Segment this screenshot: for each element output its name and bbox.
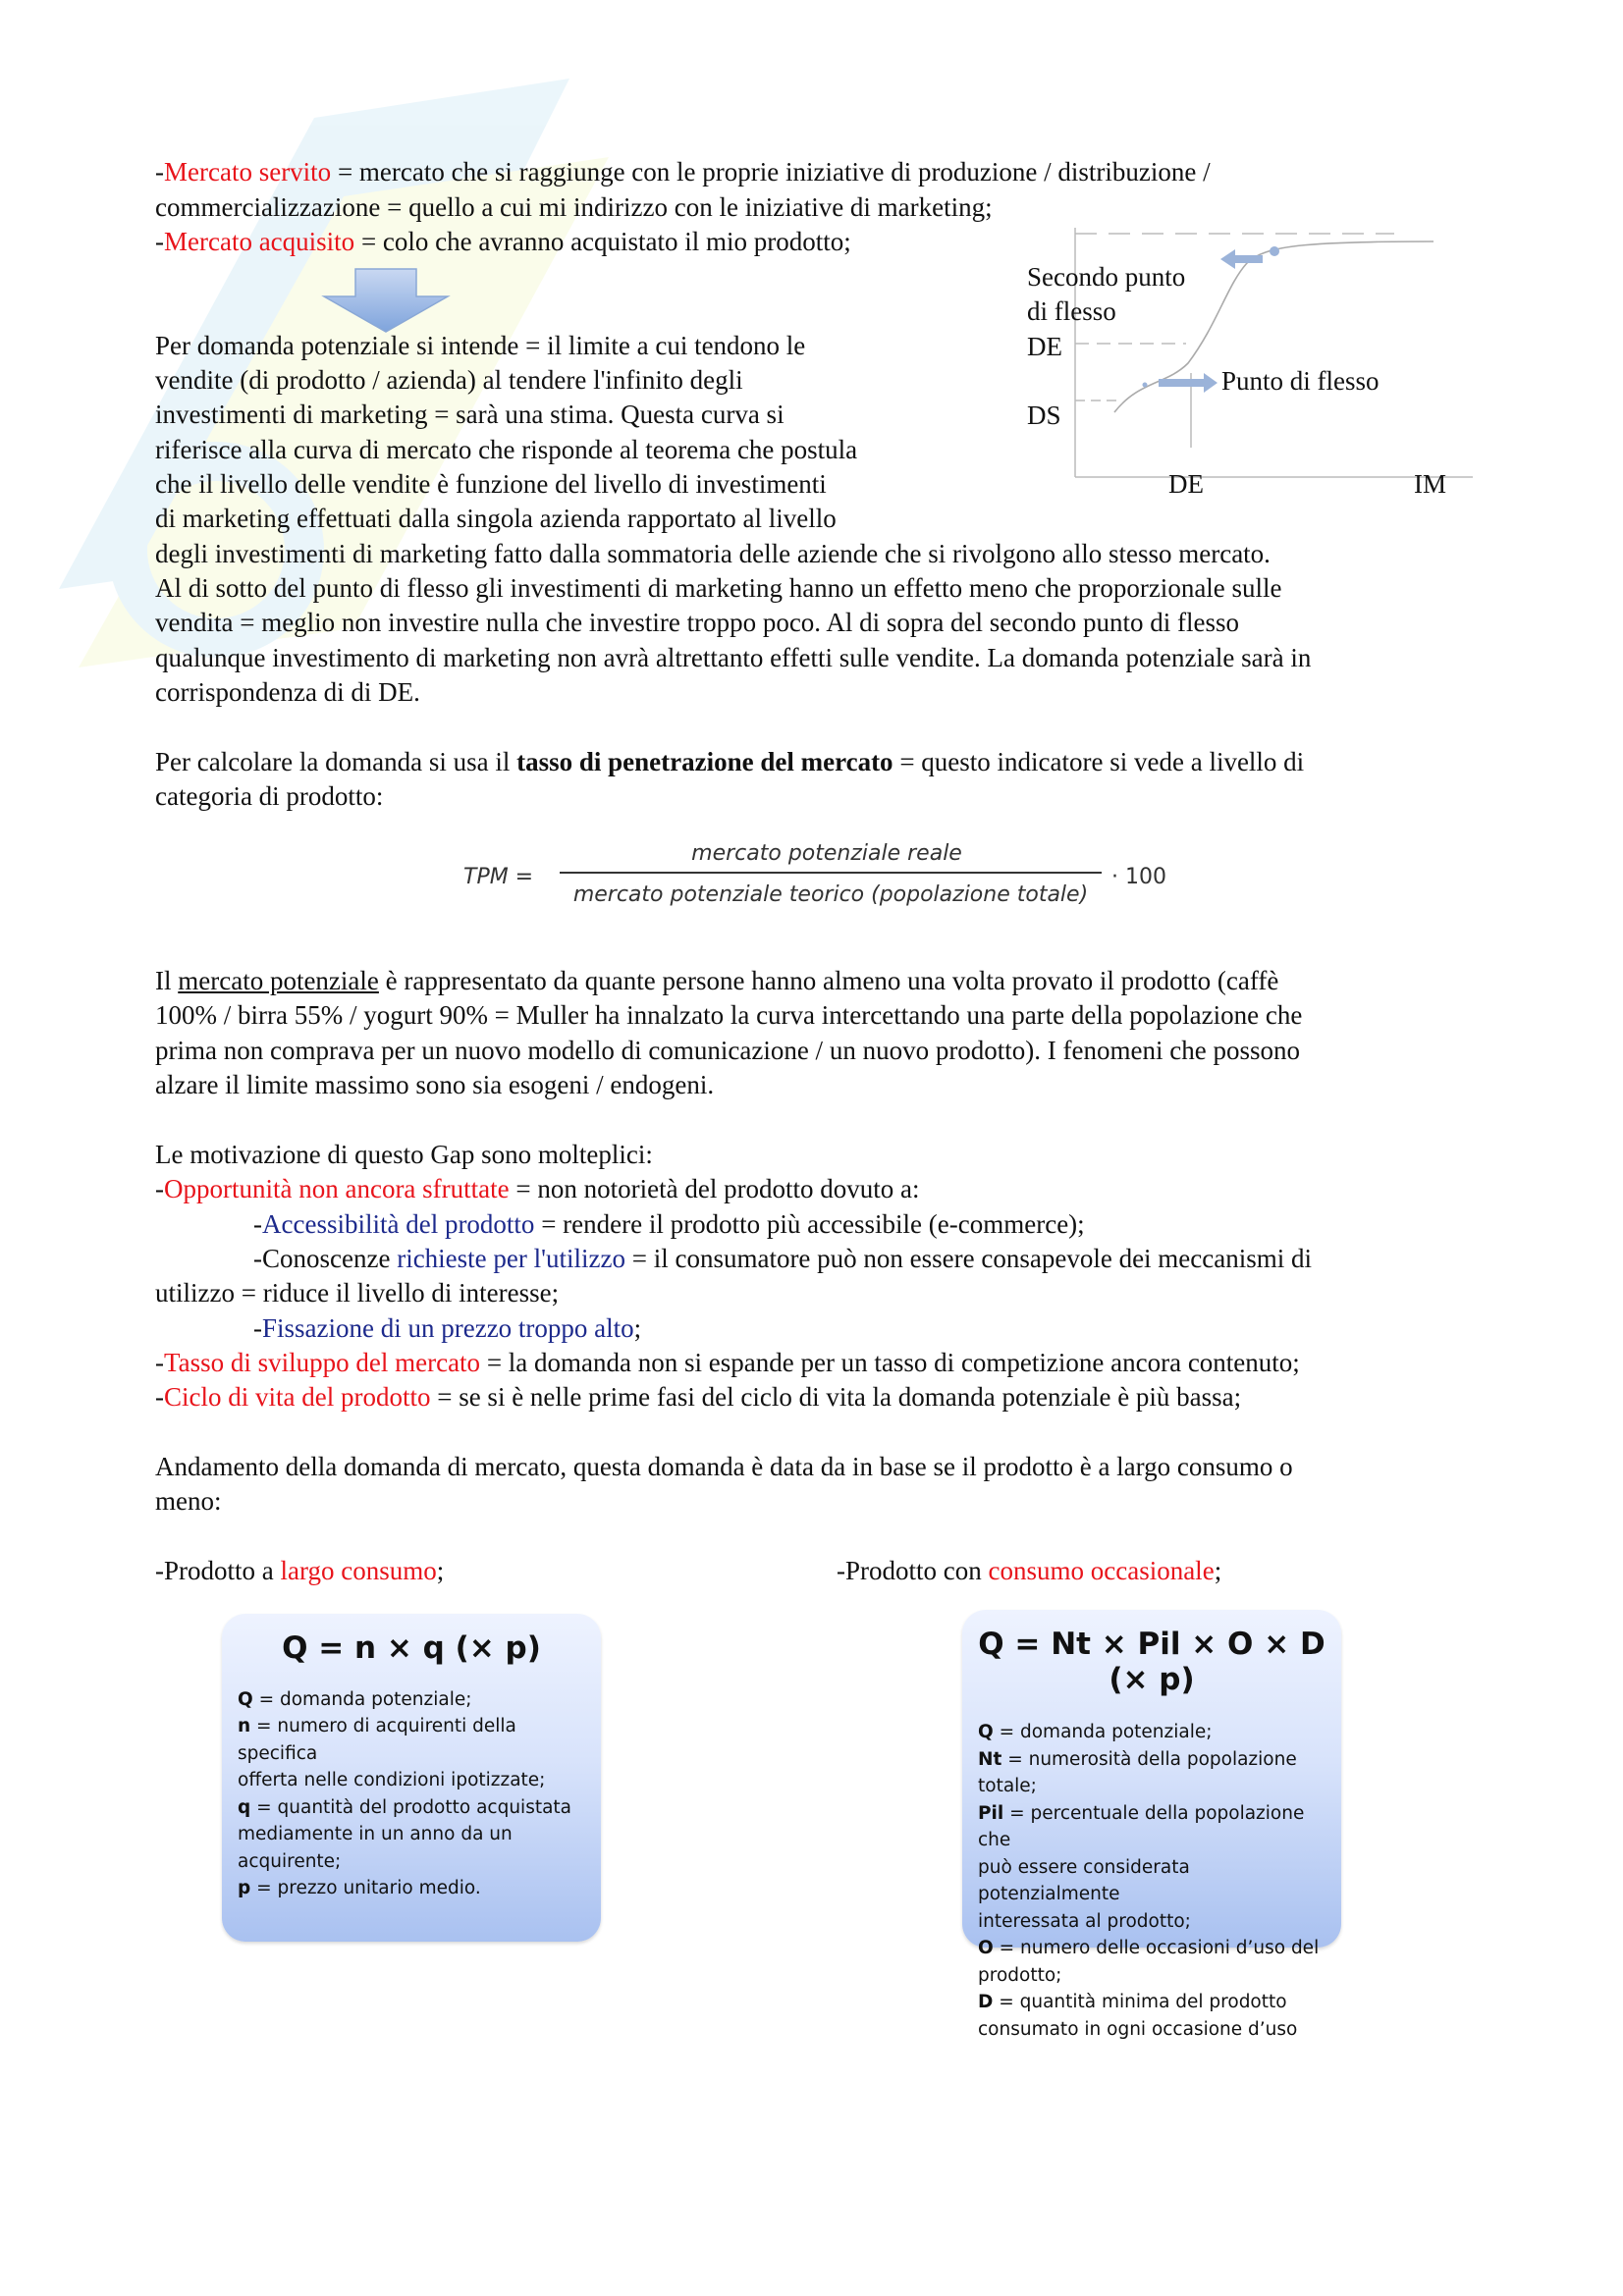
- line-fissazione: -Fissazione di un prezzo troppo alto;: [253, 1313, 642, 1343]
- text: Accessibilità del prodotto: [262, 1209, 535, 1239]
- definition-line: [978, 1989, 1327, 2016]
- text-line: vendite (di prodotto / azienda) al tendere l'infinito degli: [155, 365, 743, 395]
- text: D: [978, 1992, 994, 2012]
- text: p: [238, 1878, 251, 1898]
- text: TPM =: [463, 865, 534, 889]
- formula-denominator: mercato potenziale teorico (popolazione totale): [572, 882, 1089, 907]
- text: Tasso di sviluppo del mercato: [164, 1348, 481, 1377]
- text: Il: [155, 966, 179, 995]
- second-inflection-point: [1270, 246, 1279, 256]
- line-ciclo-vita: -Ciclo di vita del prodotto = se si è nelle prime fasi del ciclo di vita la domanda potenziale è più bassa;: [155, 1382, 1242, 1412]
- term-tasso-penetrazione: tasso di penetrazione del mercato: [516, 747, 893, 776]
- text: mediamente in un anno da un: [238, 1824, 513, 1844]
- box-formula: Q = n × q (× p): [282, 1630, 541, 1666]
- label-im-x: IM: [1414, 469, 1446, 499]
- text: = quantità del prodotto acquistata: [250, 1796, 572, 1818]
- fraction-bar: [560, 872, 1102, 874]
- text: = rendere il prodotto più accessibile (e-commerce);: [534, 1209, 1085, 1239]
- text: n: [238, 1716, 251, 1736]
- text: = questo indicatore si vede a livello di: [893, 747, 1305, 776]
- line-conoscenze: [253, 1242, 1312, 1277]
- label-di-flesso: di flesso: [1027, 296, 1116, 326]
- definition-line: [978, 1962, 1327, 1990]
- arrow-left-icon: [1220, 249, 1263, 269]
- definition-line: [238, 1713, 587, 1767]
- text: O: [978, 1938, 994, 1958]
- text: -Conoscenze: [253, 1244, 398, 1273]
- text: prodotto;: [978, 1964, 1062, 1986]
- text: = quantità minima del prodotto: [993, 1992, 1287, 2012]
- line-opportunita: -Opportunità non ancora sfruttate = non notorietà del prodotto dovuto a:: [155, 1174, 920, 1203]
- text-line: 100% / birra 55% / yogurt 90% = Muller ha innalzato la curva intercettando una parte della popolazione che: [155, 1000, 1303, 1030]
- text-line: Al di sotto del punto di flesso gli investimenti di marketing hanno un effetto meno che proporzionale sulle: [155, 573, 1282, 603]
- text: · 100: [1111, 865, 1166, 889]
- text-line: Andamento della domanda di mercato, questa domanda è data da in base se il prodotto è a largo consumo o: [155, 1452, 1293, 1481]
- text: richieste per l'utilizzo: [397, 1244, 625, 1273]
- heading-largo-consumo: [155, 1554, 444, 1589]
- text: Nt: [978, 1748, 1002, 1770]
- text: = numero di acquirenti della specifica: [238, 1716, 516, 1764]
- tpm-formula: [463, 836, 1190, 915]
- definition-line: [238, 1794, 587, 1822]
- line-tasso-penetrazione: [155, 745, 1304, 780]
- text: interessata al prodotto;: [978, 1910, 1191, 1932]
- text: q: [238, 1796, 251, 1818]
- text: = numerosità della popolazione totale;: [978, 1748, 1297, 1796]
- term-mercato-potenziale: mercato potenziale: [178, 966, 379, 995]
- text: consumo occasionale: [988, 1556, 1215, 1585]
- text: acquirente;: [238, 1850, 342, 1872]
- label-secondo-punto: Secondo punto: [1027, 262, 1186, 292]
- definition-line: [978, 1908, 1327, 1936]
- text-line: categoria di prodotto:: [155, 781, 384, 811]
- box-definitions: [222, 1686, 601, 1902]
- text-line: Per domanda potenziale si intende = il limite a cui tendono le: [155, 331, 806, 360]
- text-line: utilizzo = riduce il livello di interesse;: [155, 1278, 560, 1308]
- definition-line: [238, 1767, 587, 1794]
- formula-box-largo-consumo: [222, 1614, 601, 1942]
- label-de-x: DE: [1168, 469, 1204, 499]
- text: = domanda potenziale;: [252, 1688, 472, 1710]
- text: consumato in ogni occasione d’uso: [978, 2018, 1298, 2040]
- text: Fissazione di un prezzo troppo alto: [262, 1313, 634, 1343]
- inflection-point: [1143, 383, 1148, 388]
- text: largo consumo: [280, 1556, 437, 1585]
- label-punto-di-flesso: Punto di flesso: [1221, 366, 1380, 396]
- text: = non notorietà del prodotto dovuto a:: [509, 1174, 920, 1203]
- text-line: degli investimenti di marketing fatto dalla sommatoria delle aziende che si rivolgono allo stesso mercato.: [155, 539, 1271, 568]
- text-line: prima non comprava per un nuovo modello di comunicazione / un nuovo prodotto). I fenomeni che possono: [155, 1036, 1300, 1065]
- text: = se si è nelle prime fasi del ciclo di vita la domanda potenziale è più bassa;: [430, 1382, 1242, 1412]
- arrow-right-icon: [1159, 373, 1217, 393]
- text-line: corrispondenza di di DE.: [155, 677, 420, 707]
- definition-line: [238, 1848, 587, 1876]
- line-mercato-acquisito: -Mercato acquisito = colo che avranno acquistato il mio prodotto;: [155, 227, 851, 256]
- text: = la domanda non si espande per un tasso di competizione ancora contenuto;: [480, 1348, 1300, 1377]
- line-accessibilita: -Accessibilità del prodotto = rendere il prodotto più accessibile (e-commerce);: [253, 1209, 1085, 1239]
- text-line: Le motivazione di questo Gap sono molteplici:: [155, 1140, 653, 1169]
- definition-line: [978, 2016, 1327, 2044]
- line-mercato-potenziale: [155, 964, 1278, 999]
- text: Q: [978, 1722, 994, 1742]
- text-line: commercializzazione = quello a cui mi indirizzo con le iniziative di marketing;: [155, 192, 993, 222]
- text: Opportunità non ancora sfruttate: [164, 1174, 510, 1203]
- text: = mercato che si raggiunge con le proprie iniziative di produzione / distribuzione /: [331, 157, 1211, 187]
- definition-line: [238, 1875, 587, 1902]
- definition-line: [238, 1686, 587, 1714]
- text: Ciclo di vita del prodotto: [164, 1382, 431, 1412]
- text-line: investimenti di marketing = sarà una stima. Questa curva si: [155, 400, 784, 429]
- text: può essere considerata potenzialmente: [978, 1856, 1190, 1904]
- text: offerta nelle condizioni ipotizzate;: [238, 1770, 546, 1790]
- term-mercato-acquisito: Mercato acquisito: [164, 227, 355, 256]
- text: = numero delle occasioni d’uso del: [993, 1938, 1320, 1958]
- line-mercato-servito: -Mercato servito = mercato che si raggiunge con le proprie iniziative di produzione / distribuzione /: [155, 157, 1211, 187]
- definition-line: [978, 1746, 1327, 1800]
- text-line: qualunque investimento di marketing non avrà altrettanto effetti sulle vendite. La domanda potenziale sarà in: [155, 643, 1312, 672]
- line-tasso-sviluppo: -Tasso di sviluppo del mercato = la domanda non si espande per un tasso di competizione ancora contenuto;: [155, 1348, 1300, 1377]
- term-mercato-servito: Mercato servito: [164, 157, 332, 187]
- text: ;: [436, 1556, 445, 1585]
- formula-box-consumo-occasionale: [962, 1610, 1341, 2040]
- text: = domanda potenziale;: [993, 1722, 1213, 1742]
- text: = colo che avranno acquistato il mio prodotto;: [354, 227, 851, 256]
- box-definitions: [962, 1719, 1341, 2043]
- text: = il consumatore può non essere consapevole dei meccanismi di: [624, 1244, 1313, 1273]
- text: = prezzo unitario medio.: [250, 1878, 481, 1898]
- text: Q: [238, 1688, 253, 1710]
- text: Per calcolare la domanda si usa il: [155, 747, 517, 776]
- definition-line: [978, 1935, 1327, 1962]
- text: -Prodotto a: [155, 1556, 281, 1585]
- formula-numerator: mercato potenziale reale: [691, 841, 962, 866]
- down-arrow-icon: [320, 267, 452, 334]
- definition-line: [978, 1854, 1327, 1908]
- text-line: meno:: [155, 1486, 222, 1516]
- text-line: riferisce alla curva di mercato che risponde al teorema che postula: [155, 435, 858, 464]
- text-line: di marketing effettuati dalla singola azienda rapportato al livello: [155, 504, 837, 533]
- text: Pil: [978, 1802, 1004, 1824]
- definition-line: [238, 1821, 587, 1848]
- definition-line: [978, 1719, 1327, 1746]
- heading-consumo-occasionale: [837, 1554, 1221, 1589]
- box-formula: Q = Nt × Pil × O × D (× p): [978, 1627, 1325, 1697]
- text: ;: [1214, 1556, 1222, 1585]
- text: è rappresentato da quante persone hanno almeno una volta provato il prodotto (caffè: [378, 966, 1279, 995]
- label-ds-y: DS: [1027, 400, 1061, 430]
- text: = percentuale della popolazione che: [978, 1802, 1305, 1850]
- definition-line: [978, 1800, 1327, 1854]
- text: -Prodotto con: [837, 1556, 989, 1585]
- text-line: alzare il limite massimo sono sia esogeni / endogeni.: [155, 1070, 715, 1099]
- text-line: che il livello delle vendite è funzione del livello di investimenti: [155, 469, 827, 499]
- text-line: vendita = meglio non investire nulla che investire troppo poco. Al di sopra del secondo punto di flesso: [155, 608, 1240, 637]
- label-de-y: DE: [1027, 332, 1062, 361]
